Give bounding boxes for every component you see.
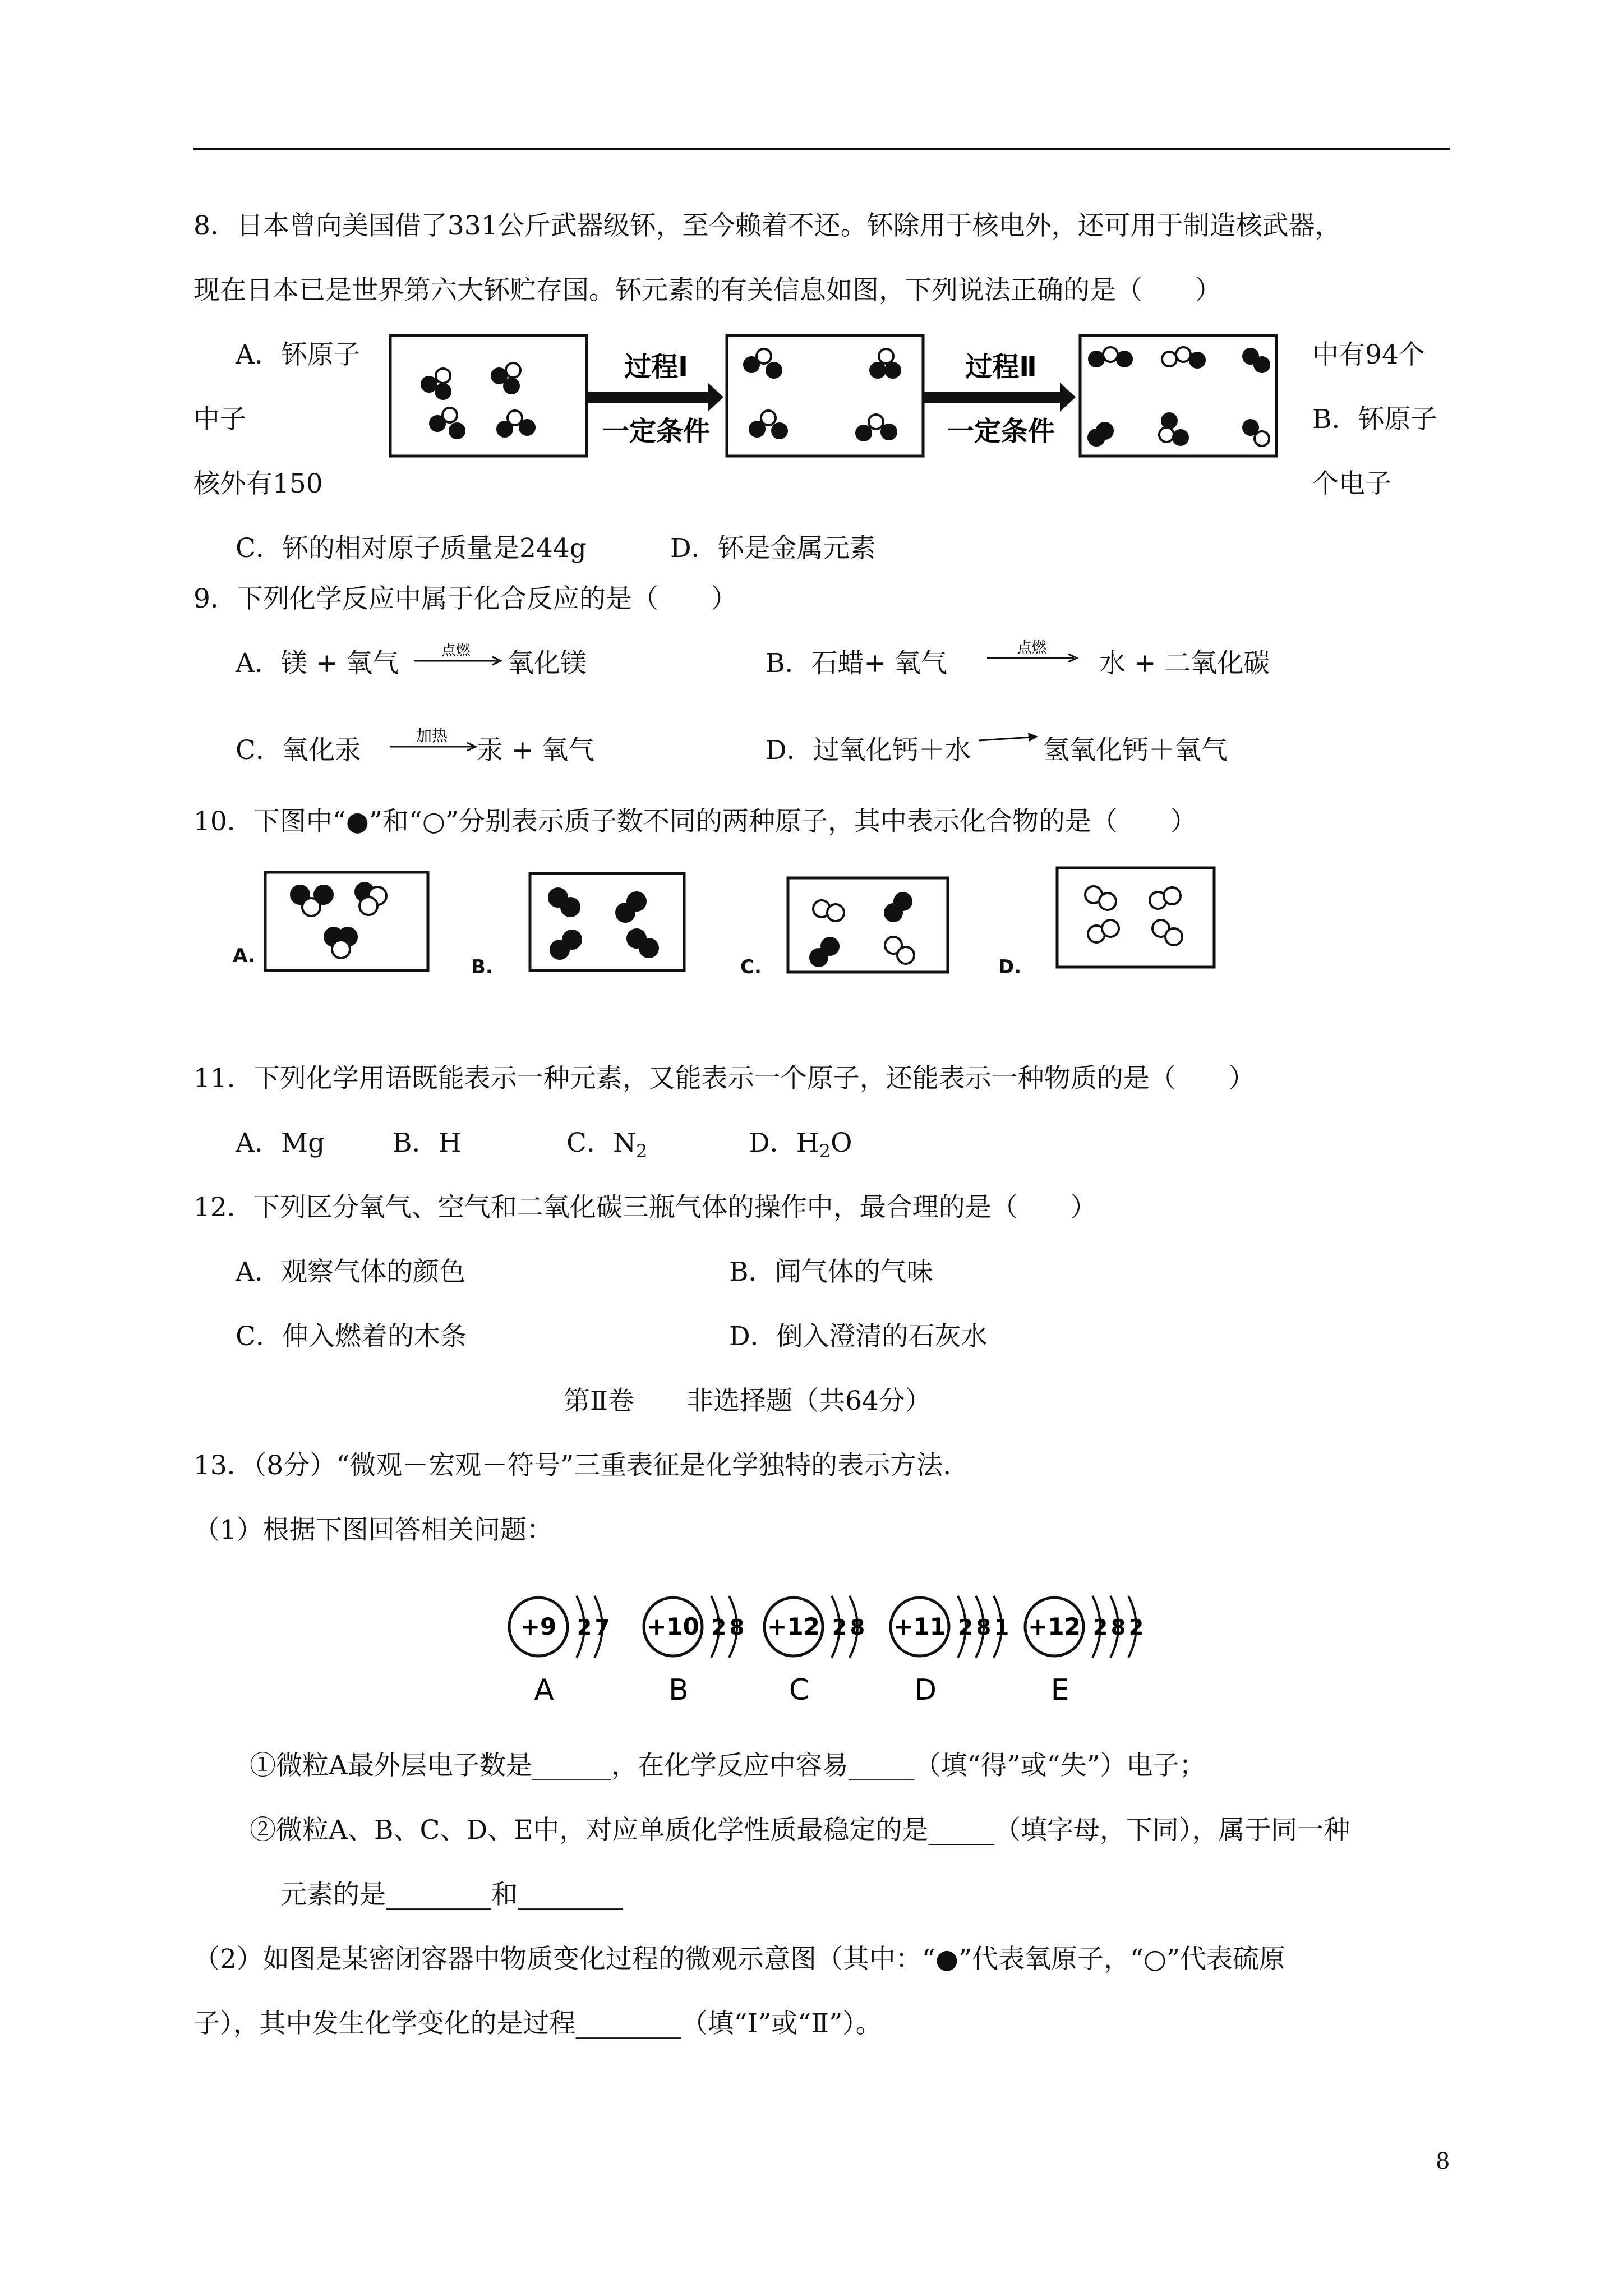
q10-label-c: C. bbox=[740, 956, 762, 978]
process2-condition: 一定条件 bbox=[947, 416, 1055, 447]
atom-structure-diagram bbox=[488, 1588, 1161, 1717]
nucleus-charge: +11 bbox=[893, 1613, 946, 1640]
q8-stem-line1: 8．日本曾向美国借了331公斤武器级钚，至今赖着不还。钚除用于核电外，还可用于制造核武器， bbox=[193, 210, 1341, 241]
q8-option-a-line2: 中子 bbox=[193, 404, 246, 435]
nucleus-charge: +10 bbox=[647, 1613, 699, 1640]
q8-option-b-head: B．钚原子 bbox=[1312, 404, 1437, 435]
q8-option-a-line3: 核外有150 bbox=[193, 468, 323, 499]
shell-electron-count: 2 bbox=[711, 1615, 727, 1640]
shell-electron-count: 7 bbox=[594, 1615, 610, 1640]
q13-part1: （1）根据下图回答相关问题： bbox=[193, 1515, 553, 1545]
shell-electron-count: 1 bbox=[994, 1615, 1009, 1640]
q9-option-a-arrow bbox=[414, 639, 506, 673]
atom-label: E bbox=[1050, 1673, 1069, 1707]
q11-option-d: D．$H_2O$ bbox=[749, 1128, 852, 1162]
q11-option-c: C．$N_2$ bbox=[566, 1128, 648, 1162]
shell-electron-count: 2 bbox=[1128, 1615, 1144, 1640]
atom-label: A bbox=[534, 1673, 554, 1707]
q9-option-c-arrow bbox=[390, 725, 482, 759]
q8-stem-line2: 现在日本已是世界第六大钚贮存国。钚元素的有关信息如图，下列说法正确的是（ ） bbox=[193, 275, 1221, 306]
q10-label-b: B. bbox=[471, 956, 493, 978]
section-heading: 第Ⅱ卷 非选择题（共64分） bbox=[564, 1386, 932, 1416]
q12-option-d: D．倒入澄清的石灰水 bbox=[729, 1321, 988, 1352]
q13-part2-line1: （2）如图是某密闭容器中物质变化过程的微观示意图（其中：“●”代表氧原子，“○”代表硫原 bbox=[193, 1944, 1286, 1975]
shell-electron-count: 2 bbox=[1092, 1615, 1108, 1640]
process1-condition: 一定条件 bbox=[602, 416, 711, 447]
atom-label: D bbox=[914, 1673, 937, 1707]
q13-sub2-line1: ②微粒A、B、C、D、E中，对应单质化学性质最稳定的是_____（填字母，下同），属于同一种 bbox=[250, 1815, 1350, 1846]
q8-option-c: C．钚的相对原子质量是244g bbox=[236, 533, 587, 564]
svg-text:加热: 加热 bbox=[416, 726, 448, 745]
atom-d bbox=[891, 1596, 1009, 1707]
q10-label-d: D. bbox=[998, 956, 1022, 978]
atom-a bbox=[509, 1596, 610, 1707]
page-number: 8 bbox=[1436, 2148, 1450, 2174]
atom-label: C bbox=[789, 1673, 810, 1707]
q9-option-a-right: 氧化镁 bbox=[508, 648, 587, 679]
q12-option-b: B．闻气体的气味 bbox=[729, 1257, 933, 1287]
nucleus-charge: +9 bbox=[520, 1613, 557, 1640]
q8-process-diagram bbox=[387, 331, 1295, 460]
shell-electron-count: 8 bbox=[850, 1615, 865, 1640]
q9-option-b-left: B．石蜡+ 氧气 bbox=[766, 648, 947, 679]
q9-option-a-left: A．镁 + 氧气 bbox=[236, 648, 399, 679]
svg-text:点燃: 点燃 bbox=[1017, 639, 1047, 656]
q10-label-a: A. bbox=[233, 945, 255, 967]
q8-option-d: D．钚是金属元素 bbox=[670, 533, 876, 564]
svg-text:点燃: 点燃 bbox=[441, 642, 471, 659]
shell-electron-count: 8 bbox=[976, 1615, 992, 1640]
q8-option-a-tail: 中有94个 bbox=[1312, 339, 1425, 370]
q9-option-c-left: C．氧化汞 bbox=[236, 735, 361, 766]
atom-c bbox=[764, 1596, 865, 1707]
shell-electron-count: 8 bbox=[729, 1615, 745, 1640]
q9-option-d-left: D．过氧化钙＋水 bbox=[766, 735, 971, 766]
q8-option-b-tail: 个电子 bbox=[1312, 468, 1391, 499]
process-box-1 bbox=[390, 335, 587, 456]
q11-option-a: A．Mg bbox=[236, 1128, 325, 1158]
q9-option-b-arrow bbox=[984, 637, 1082, 670]
q12-option-c: C．伸入燃着的木条 bbox=[236, 1321, 467, 1352]
atom-label: B bbox=[668, 1673, 689, 1707]
atom-e bbox=[1025, 1596, 1144, 1707]
shell-electron-count: 8 bbox=[1110, 1615, 1126, 1640]
atom-b bbox=[644, 1596, 744, 1707]
q12-stem: 12．下列区分氧气、空气和二氧化碳三瓶气体的操作中，最合理的是（ ） bbox=[193, 1192, 1097, 1223]
q11-option-b: B．H bbox=[393, 1128, 462, 1158]
q13-sub1: ①微粒A最外层电子数是______，在化学反应中容易_____（填“得”或“失”）电子； bbox=[250, 1750, 1206, 1781]
q9-option-c-right: 汞 + 氧气 bbox=[477, 735, 595, 766]
q12-option-a: A．观察气体的颜色 bbox=[236, 1257, 465, 1287]
shell-electron-count: 2 bbox=[577, 1615, 592, 1640]
nucleus-charge: +12 bbox=[767, 1613, 820, 1640]
shell-electron-count: 2 bbox=[832, 1615, 847, 1640]
shell-electron-count: 2 bbox=[958, 1615, 974, 1640]
q8-option-a-line1: A．钚原子 bbox=[236, 339, 360, 370]
q9-option-d-right: 氢氧化钙＋氧气 bbox=[1043, 735, 1228, 766]
q9-stem: 9．下列化学反应中属于化合反应的是（ ） bbox=[193, 583, 737, 614]
q11-stem: 11．下列化学用语既能表示一种元素，又能表示一个原子，还能表示一种物质的是（ ） bbox=[193, 1063, 1255, 1094]
q13-sub2-line2: 元素的是________和________ bbox=[280, 1879, 623, 1910]
q10-options-diagram bbox=[227, 861, 1231, 990]
process1-label: 过程Ⅰ bbox=[624, 351, 688, 383]
process2-label: 过程Ⅱ bbox=[965, 351, 1037, 383]
q13-stem: 13．（8分）“微观－宏观－符号”三重表征是化学独特的表示方法. bbox=[193, 1450, 952, 1481]
q10-stem: 10．下图中“●”和“○”分别表示质子数不同的两种原子，其中表示化合物的是（ ） bbox=[193, 806, 1197, 837]
q13-part2-line2: 子），其中发生化学变化的是过程________（填“Ⅰ”或“Ⅱ”）。 bbox=[193, 2008, 882, 2039]
nucleus-charge: +12 bbox=[1028, 1613, 1081, 1640]
header-rule bbox=[193, 148, 1450, 150]
q9-option-d-arrow bbox=[979, 729, 1040, 752]
q9-option-b-right: 水 + 二氧化碳 bbox=[1099, 648, 1270, 679]
